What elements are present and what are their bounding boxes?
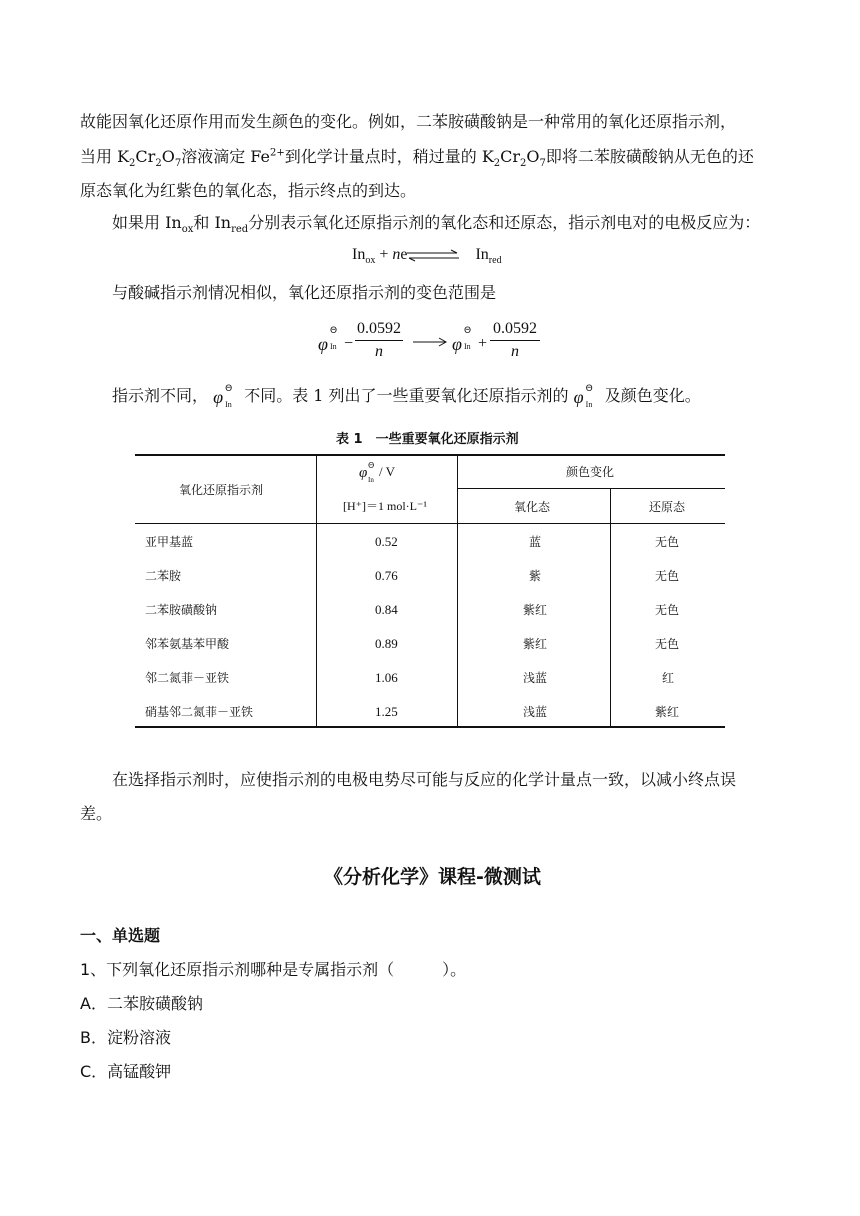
phi-symbol: φ Θ In <box>573 383 593 409</box>
paragraph-line: 当用 $K_2Cr_2O_7$溶液滴定 $Fe^{2+}$到化学计量点时，稍过量的 $K_2Cr_2O_7$即将二苯胺磺酸钠从无色的还 <box>80 147 754 170</box>
option-a[interactable]: A．二苯胺磺酸钠 <box>80 994 203 1013</box>
header-reduced: 还原态 <box>649 500 686 514</box>
paragraph-line: 差。 <box>80 804 113 823</box>
electrode-reaction: $In_{ox}$ + ne $In_{red}$ <box>352 246 502 267</box>
formula-phi-left: φ Θ In <box>318 326 338 354</box>
table-cell-oxidized: 紫红 <box>523 637 548 651</box>
paragraph-line: 指示剂不同， φ Θ In 不同。表 1 列出了一些重要氧化还原指示剂的 φ Θ In 及颜色变化。 <box>112 383 701 409</box>
paragraph-line: 与酸碱指示剂情况相似，氧化还原指示剂的变色范围是 <box>112 283 497 302</box>
phi-symbol: φ Θ In <box>213 383 233 409</box>
quiz-title: 《分析化学》课程-微测试 <box>324 866 541 888</box>
formula-fraction-left: 0.0592 n <box>357 320 401 360</box>
table-cell-indicator: 硝基邻二氮菲－亚铁 <box>145 705 254 719</box>
indicator-table <box>135 454 725 728</box>
table-cell-indicator: 二苯胺 <box>145 569 182 583</box>
header-indicator: 氧化还原指示剂 <box>179 483 264 497</box>
table-cell-potential: 0.76 <box>375 568 398 583</box>
question-text: 1、下列氧化还原指示剂哪种是专属指示剂（ ）。 <box>80 960 467 979</box>
table-cell-indicator: 邻苯氨基苯甲酸 <box>145 637 230 651</box>
table-cell-oxidized: 紫红 <box>523 603 548 617</box>
header-potential: φ Θ In / V <box>359 460 396 484</box>
header-oxidized: 氧化态 <box>514 500 551 514</box>
paragraph-line: 原态氧化为红紫色的氧化态，指示终点的到达。 <box>80 181 417 200</box>
option-c[interactable]: C．高锰酸钾 <box>80 1062 172 1081</box>
header-condition: [H⁺]＝1 mol·L⁻¹ <box>343 499 427 513</box>
table-title: 表 1 一些重要氧化还原指示剂 <box>336 432 519 447</box>
table-cell-potential: 1.06 <box>375 670 398 685</box>
table-cell-oxidized: 浅蓝 <box>523 705 548 719</box>
formula-fraction-right: 0.0592 n <box>490 320 540 361</box>
option-b[interactable]: B．淀粉溶液 <box>80 1028 171 1047</box>
formula-phi-right: φ Θ In <box>452 326 472 354</box>
table-cell-reduced: 红 <box>662 671 675 685</box>
table-cell-oxidized: 蓝 <box>529 535 542 549</box>
paragraph-line: 故能因氧化还原作用而发生颜色的变化。例如，二苯胺磺酸钠是一种常用的氧化还原指示剂， <box>80 112 737 131</box>
table-cell-reduced: 紫红 <box>655 705 680 719</box>
formula-plus: + <box>478 335 488 352</box>
table-cell-oxidized: 浅蓝 <box>523 671 548 685</box>
header-color-change: 颜色变化 <box>566 465 615 479</box>
arrow-right-icon <box>412 336 448 348</box>
table-cell-indicator: 二苯胺磺酸钠 <box>145 603 218 617</box>
table-cell-reduced: 无色 <box>655 603 680 617</box>
table-cell-reduced: 无色 <box>655 535 680 549</box>
formula-minus: − <box>344 335 354 352</box>
table-cell-potential: 1.25 <box>375 704 398 719</box>
table-cell-potential: 0.84 <box>375 602 398 617</box>
table-cell-potential: 0.52 <box>375 534 398 549</box>
equilibrium-arrow-icon <box>403 249 463 263</box>
table-cell-indicator: 邻二氮菲－亚铁 <box>145 671 230 685</box>
table-cell-indicator: 亚甲基蓝 <box>145 535 194 549</box>
paragraph-line: 如果用 $In_{ox}$和 $In_{red}$分别表示氧化还原指示剂的氧化态和还原态，指示剂电对的电极反应为： <box>112 213 761 236</box>
table-cell-potential: 0.89 <box>375 636 398 651</box>
table-cell-reduced: 无色 <box>655 637 680 651</box>
paragraph-line: 在选择指示剂时，应使指示剂的电极电势尽可能与反应的化学计量点一致，以减小终点误 <box>112 770 737 789</box>
table-cell-reduced: 无色 <box>655 569 680 583</box>
table-cell-oxidized: 紫 <box>529 569 542 583</box>
section-heading: 一、单选题 <box>80 926 161 945</box>
